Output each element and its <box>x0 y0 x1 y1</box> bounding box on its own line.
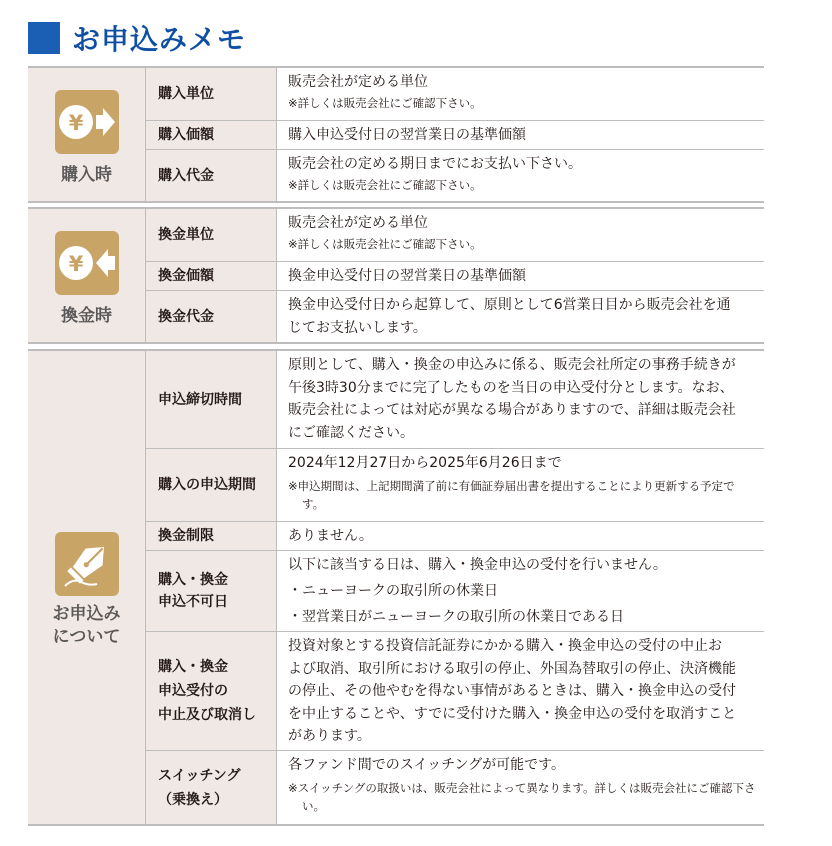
section-purchase-label: 購入時 <box>61 165 112 185</box>
row-note: ※詳しくは販売会社にご確認下さい。 <box>288 95 482 110</box>
row-value-line: 以下に該当する日は、購入・換金申込の受付を行いません。 <box>288 557 667 573</box>
section-purchase-header <box>28 68 146 201</box>
section-application-label-line1: お申込み <box>52 604 121 624</box>
row-cutoff-time <box>146 351 764 449</box>
row-purchase-unit <box>146 68 764 121</box>
row-value: ありません。 <box>288 528 373 544</box>
row-value: 販売会社が定める単位 <box>288 215 428 231</box>
row-redemption-price <box>146 262 764 291</box>
row-unavailable-days <box>146 551 764 632</box>
section-redemption-label: 換金時 <box>61 306 112 326</box>
row-suspension-cancellation <box>146 632 764 751</box>
row-value-line: ・ニューヨークの取引所の休業日 <box>288 583 498 599</box>
row-value: 各ファンド間でのスイッチングが可能です。 <box>288 757 566 773</box>
section-application-label-line2: について <box>52 627 121 647</box>
row-redemption-limit <box>146 522 764 551</box>
row-switching <box>146 751 764 824</box>
title-square-icon <box>28 22 60 54</box>
row-label-line: 申込受付の <box>158 683 228 699</box>
row-value: 販売会社が定める単位 <box>288 74 428 90</box>
page-header <box>28 18 246 58</box>
section-redemption <box>28 207 764 344</box>
row-label: 申込締切時間 <box>158 391 242 408</box>
yen-arrow-right-icon <box>55 90 119 154</box>
row-value-line: よび取消、取引所における取引の停止、外国為替取引の停止、決済機能 <box>288 660 736 677</box>
row-redemption-payment <box>146 291 764 342</box>
row-label: 換金価額 <box>158 268 214 284</box>
row-value-line: があります。 <box>288 728 371 744</box>
row-value: 換金申込受付日の翌営業日の基準価額 <box>288 268 526 284</box>
row-label: 換金制限 <box>158 528 214 544</box>
section-purchase <box>28 66 764 203</box>
row-value: 販売会社の定める期日までにお支払い下さい。 <box>288 156 582 172</box>
row-value-line: の停止、その他やむを得ない事情があるときは、購入・換金申込の受付 <box>288 683 736 699</box>
row-label-line: 購入・換金 <box>158 659 228 675</box>
row-value-line: にご確認ください。 <box>288 424 414 441</box>
row-purchase-price <box>146 121 764 150</box>
row-note: ※申込期間は、上記期間満了前に有価証券届出書を提出することにより更新する予定です。 <box>288 478 735 511</box>
row-value-line: じてお支払いします。 <box>288 319 427 336</box>
row-value: 購入申込受付日の翌営業日の基準価額 <box>288 127 526 143</box>
row-value-line: 午後3時30分までに完了したものを当日の申込受付分とします。なお、 <box>288 379 734 396</box>
yen-arrow-left-icon <box>55 231 119 295</box>
row-label-line: 申込不可日 <box>158 594 228 610</box>
svg-text:¥: ¥ <box>68 252 84 276</box>
row-label-line: （乗換え） <box>158 791 228 808</box>
row-value-line: 換金申込受付日から起算して、原則として6営業日目から販売会社を通 <box>288 297 731 313</box>
row-purchase-payment <box>146 150 764 201</box>
row-value-line: ・翌営業日がニューヨークの取引所の休業日である日 <box>288 609 624 625</box>
row-redemption-unit <box>146 209 764 262</box>
row-value-line: 販売会社によっては対応が異なる場合がありますので、詳細は販売会社 <box>288 402 736 418</box>
row-value-line: 原則として、購入・換金の申込みに係る、販売会社所定の事務手続きが <box>288 357 736 373</box>
row-label: 換金代金 <box>158 308 214 325</box>
row-label: 購入価額 <box>158 127 214 143</box>
fountain-pen-icon <box>55 532 119 596</box>
section-application-header <box>28 351 146 824</box>
row-label: 購入単位 <box>158 86 214 102</box>
page-title: お申込みメモ <box>72 23 247 56</box>
row-note: ※スイッチングの取扱いは、販売会社によって異なります。詳しくは販売会社にご確認下さい。 <box>288 780 756 813</box>
row-value-line: 投資対象とする投資信託証券にかかる購入・換金申込の受付の中止お <box>288 638 722 654</box>
row-note: ※詳しくは販売会社にご確認下さい。 <box>288 177 482 192</box>
row-application-period <box>146 449 764 522</box>
row-label: 換金単位 <box>158 227 214 243</box>
row-note: ※詳しくは販売会社にご確認下さい。 <box>288 236 482 251</box>
section-redemption-header <box>28 209 146 342</box>
row-value: 2024年12月27日から2025年6月26日まで <box>288 455 562 471</box>
row-label-line: 中止及び取消し <box>158 707 256 723</box>
row-label: 購入代金 <box>158 167 214 184</box>
section-application <box>28 349 764 826</box>
row-value-line: を中止することや、すでに受付けた購入・換金申込の受付を取消すこと <box>288 705 737 722</box>
row-label-line: スイッチング <box>158 767 241 784</box>
row-label-line: 購入・換金 <box>158 572 228 588</box>
row-label: 購入の申込期間 <box>158 477 256 493</box>
svg-text:¥: ¥ <box>68 111 84 135</box>
